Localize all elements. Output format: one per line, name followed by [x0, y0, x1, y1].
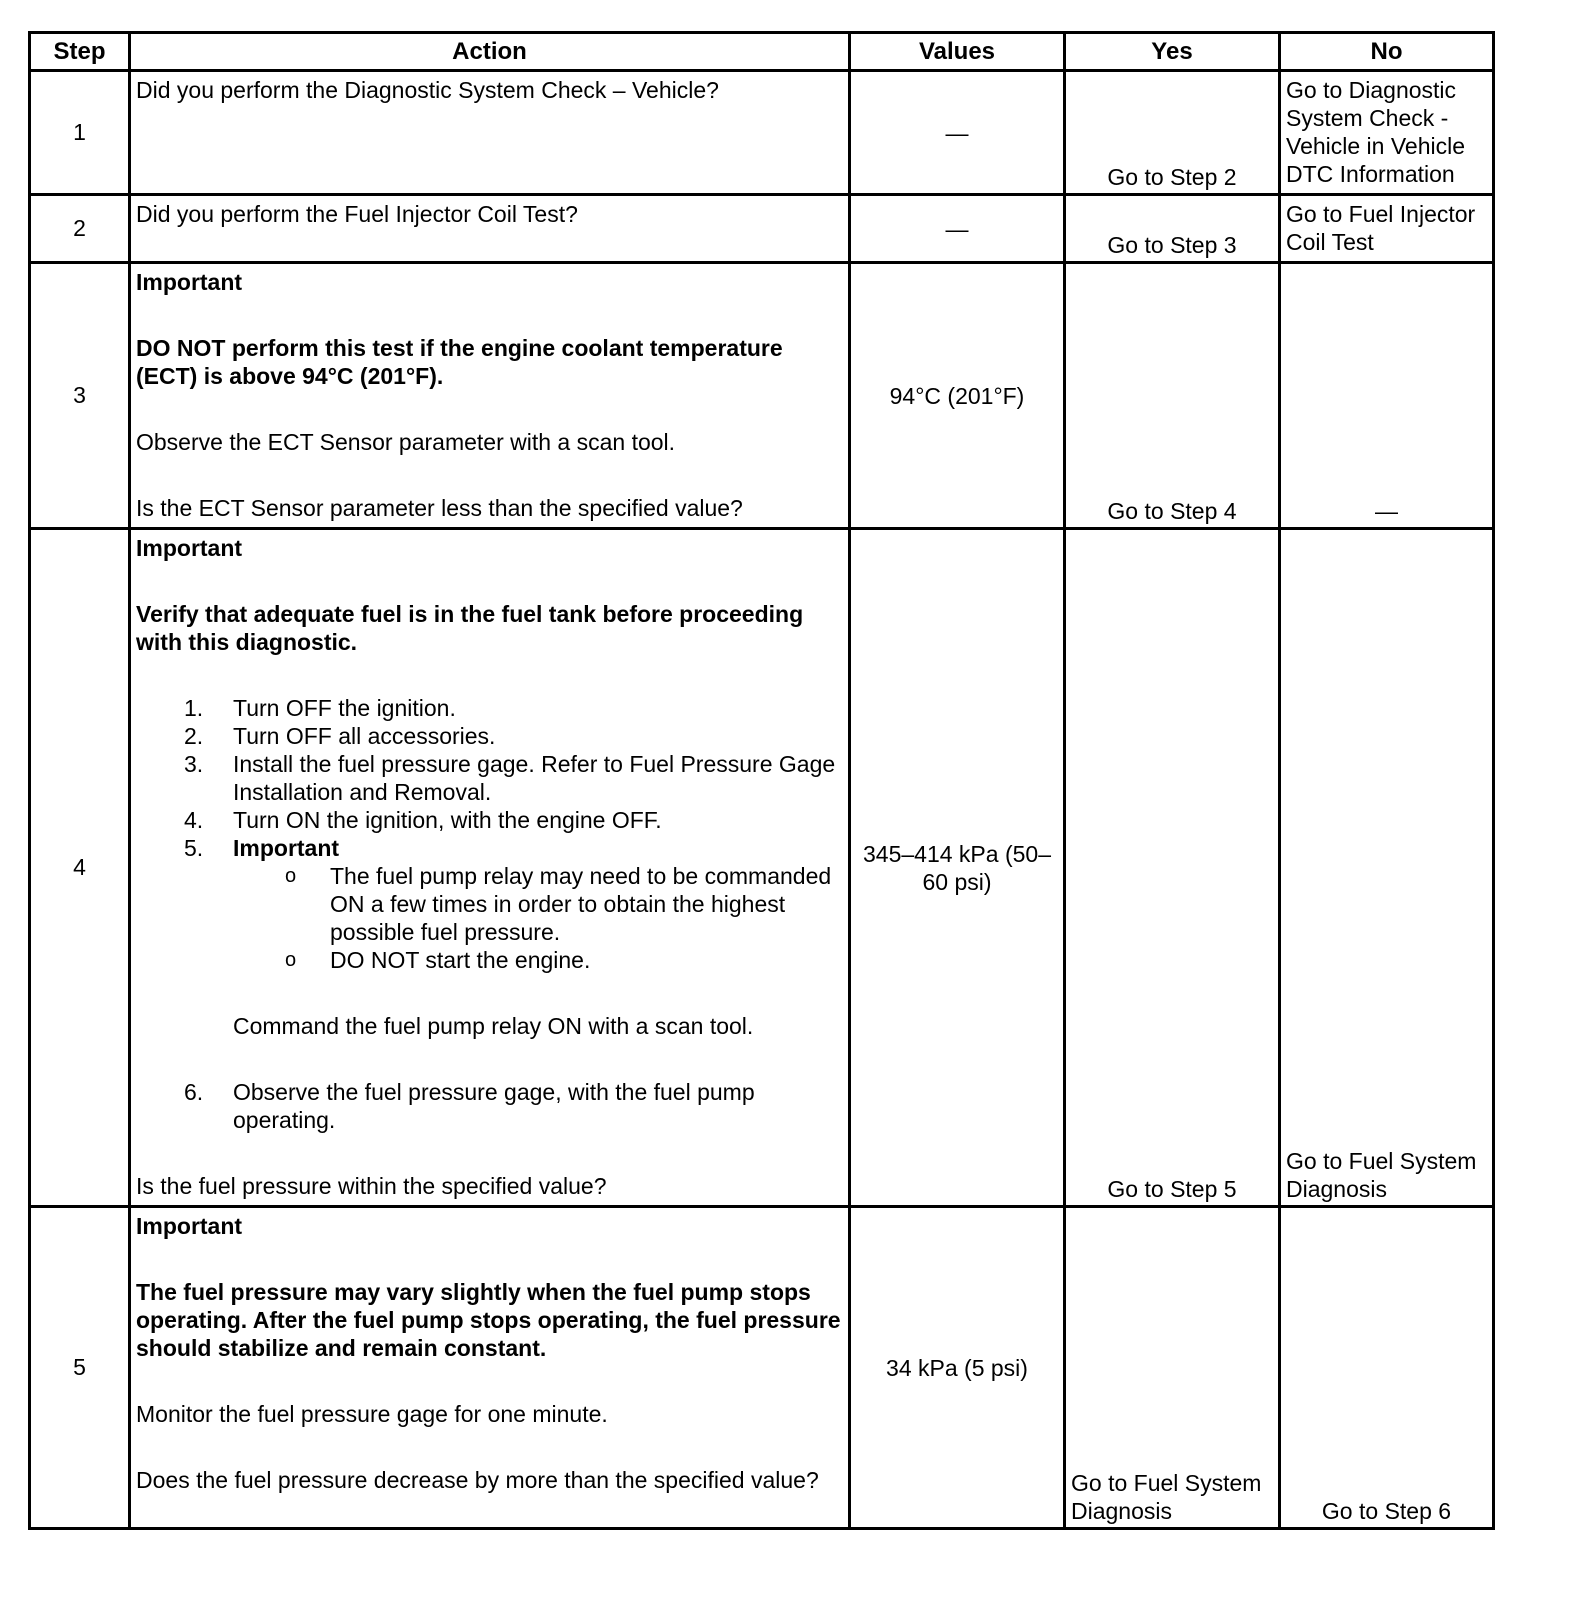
important-heading: Important [136, 535, 243, 561]
yes-cell [1065, 195, 1280, 263]
question-text: Is the fuel pressure within the specified value? [136, 1173, 607, 1199]
header-values: Values [850, 33, 1065, 71]
table-row [30, 195, 1494, 263]
procedure-list-cont [136, 1078, 843, 1134]
value-cell: 345–414 kPa (50–60 psi) [850, 529, 1065, 1207]
yes-cell [1065, 529, 1280, 1207]
no-cell [1280, 529, 1494, 1207]
no-link[interactable]: Go to Diagnostic System Check - Vehicle in Vehicle DTC Information [1286, 77, 1466, 187]
important-text: The fuel pressure may vary slightly when the fuel pump stops operating. After the fuel pump stops operating, the fuel pressure should stabilize and remain constant. [136, 1279, 841, 1361]
no-cell [1280, 263, 1494, 529]
yes-link[interactable]: Go to Step 3 [1107, 232, 1237, 258]
question-text: Does the fuel pressure decrease by more than the specified value? [136, 1467, 819, 1493]
value-cell: — [850, 71, 1065, 195]
sub-list-item: o DO NOT start the engine. [285, 947, 591, 973]
table-row [30, 529, 1494, 1207]
list-item: 1. Turn OFF the ignition. [184, 695, 456, 721]
important-heading: Important [136, 1213, 243, 1239]
yes-link[interactable]: Go to Step 2 [1107, 164, 1237, 190]
action-text: Did you perform the Diagnostic System Check – Vehicle? [136, 77, 719, 103]
table-row [30, 263, 1494, 529]
instruction-text: Monitor the fuel pressure gage for one minute. [136, 1401, 608, 1427]
step-number: 5 [30, 1207, 130, 1529]
yes-link[interactable]: Go to Step 5 [1107, 1176, 1237, 1202]
no-cell [1280, 71, 1494, 195]
sub-list [136, 862, 843, 974]
value-cell: 94°C (201°F) [850, 263, 1065, 529]
diagnostic-table [28, 31, 1495, 1530]
command-text: Command the fuel pump relay ON with a scan tool. [233, 1013, 754, 1039]
table-row [30, 71, 1494, 195]
value-cell: — [850, 195, 1065, 263]
question-text: Is the ECT Sensor parameter less than the specified value? [136, 495, 743, 521]
important-text: Verify that adequate fuel is in the fuel tank before proceeding with this diagnostic. [136, 601, 804, 655]
action-cell [130, 263, 850, 529]
step-number: 1 [30, 71, 130, 195]
no-link[interactable]: Go to Step 6 [1321, 1498, 1452, 1524]
yes-cell [1065, 71, 1280, 195]
yes-cell [1065, 1207, 1280, 1529]
action-cell [130, 1207, 850, 1529]
no-cell [1280, 1207, 1494, 1529]
procedure-list [136, 694, 843, 862]
list-item: 3. Install the fuel pressure gage. Refer to Fuel Pressure Gage Installation and Removal. [184, 751, 836, 805]
header-action: Action [130, 33, 850, 71]
yes-cell [1065, 263, 1280, 529]
action-cell [130, 195, 850, 263]
important-text: DO NOT perform this test if the engine coolant temperature (ECT) is above 94°C (201°F). [136, 335, 783, 389]
no-link[interactable]: Go to Fuel Injector Coil Test [1286, 201, 1476, 255]
yes-link[interactable]: Go to Fuel System Diagnosis [1071, 1470, 1262, 1524]
header-no: No [1280, 33, 1494, 71]
step-number: 3 [30, 263, 130, 529]
yes-link[interactable]: Go to Step 4 [1107, 498, 1237, 524]
action-text: Did you perform the Fuel Injector Coil Test? [136, 201, 578, 227]
instruction-text: Observe the ECT Sensor parameter with a scan tool. [136, 429, 676, 455]
step-number: 4 [30, 529, 130, 1207]
action-cell [130, 71, 850, 195]
no-link[interactable]: Go to Fuel System Diagnosis [1286, 1148, 1477, 1202]
table-row [30, 1207, 1494, 1529]
no-cell [1280, 195, 1494, 263]
important-heading: Important [136, 269, 243, 295]
list-item: 5. Important [184, 835, 340, 861]
action-cell [130, 529, 850, 1207]
header-row [30, 33, 1494, 71]
header-yes: Yes [1065, 33, 1280, 71]
list-item: 4. Turn ON the ignition, with the engine OFF. [184, 807, 662, 833]
list-item: 2. Turn OFF all accessories. [184, 723, 496, 749]
sub-list-item: o The fuel pump relay may need to be commanded ON a few times in order to obtain the highest possible fuel pressure. [285, 863, 832, 945]
header-step: Step [30, 33, 130, 71]
no-value: — [1375, 498, 1398, 524]
step-number: 2 [30, 195, 130, 263]
list-item: 6. Observe the fuel pressure gage, with the fuel pump operating. [184, 1079, 755, 1133]
value-cell: 34 kPa (5 psi) [850, 1207, 1065, 1529]
